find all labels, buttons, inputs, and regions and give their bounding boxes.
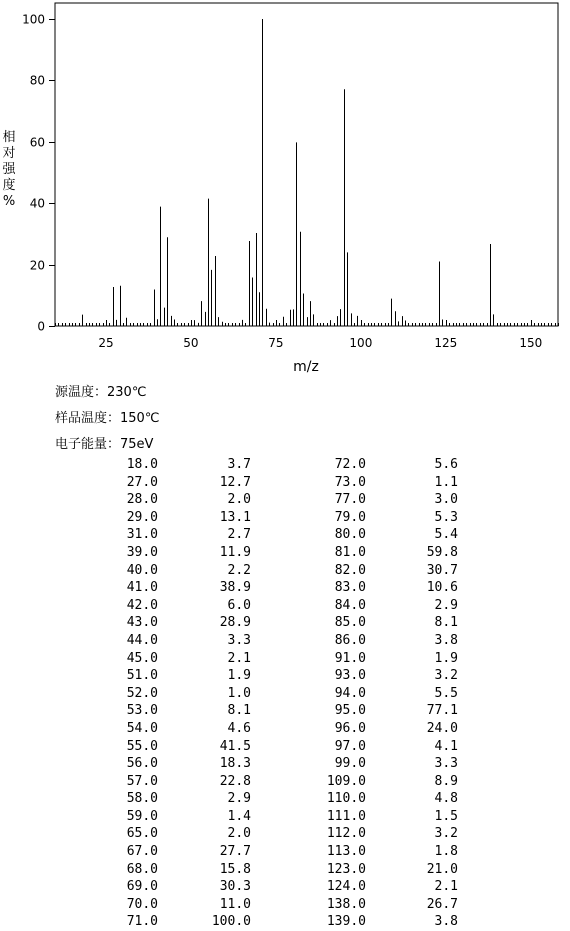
table-row — [96, 773, 458, 791]
table-row — [96, 650, 458, 668]
y-tick-label: 80 — [29, 73, 45, 88]
table-row — [96, 738, 458, 756]
mz-cell: 83.0 — [334, 580, 366, 596]
intensity-cell: 2.9 — [227, 791, 251, 807]
mz-cell: 85.0 — [334, 615, 366, 631]
mz-cell: 45.0 — [126, 650, 158, 666]
peak-table — [96, 456, 458, 931]
y-tick-label: 20 — [29, 258, 45, 273]
plot-frame — [55, 3, 558, 326]
x-tick-label: 75 — [268, 336, 284, 350]
peak-bars — [83, 19, 494, 326]
intensity-cell: 11.0 — [219, 896, 251, 912]
mz-cell: 71.0 — [126, 914, 158, 930]
intensity-cell: 3.7 — [227, 457, 251, 472]
y-tick-label: 40 — [29, 196, 45, 211]
x-axis-label: m/z — [293, 359, 319, 375]
mz-cell: 95.0 — [334, 703, 366, 719]
intensity-cell: 8.1 — [227, 703, 251, 719]
intensity-cell: 1.8 — [434, 844, 458, 860]
mz-cell: 96.0 — [334, 720, 366, 736]
mz-cell: 93.0 — [334, 668, 366, 684]
y-label-char: 相 — [2, 130, 16, 145]
table-row — [96, 843, 458, 861]
intensity-cell: 2.1 — [434, 879, 458, 895]
mz-cell: 51.0 — [126, 668, 158, 684]
intensity-cell: 22.8 — [219, 773, 251, 789]
y-label-char: % — [2, 194, 16, 209]
intensity-cell: 30.3 — [219, 879, 251, 895]
intensity-cell: 2.0 — [227, 492, 251, 508]
mz-cell: 77.0 — [334, 492, 366, 508]
mz-cell: 123.0 — [326, 861, 366, 877]
mz-cell: 69.0 — [126, 879, 158, 895]
intensity-cell: 1.9 — [434, 650, 458, 666]
intensity-cell: 5.3 — [434, 509, 458, 525]
table-row — [96, 579, 458, 597]
intensity-cell: 100.0 — [211, 914, 251, 930]
intensity-cell: 30.7 — [426, 562, 458, 578]
intensity-cell: 41.5 — [219, 738, 251, 754]
table-row — [96, 667, 458, 685]
mz-cell: 97.0 — [334, 738, 366, 754]
table-row — [96, 509, 458, 527]
mz-cell: 55.0 — [126, 738, 158, 754]
mz-cell: 59.0 — [126, 808, 158, 824]
mz-cell: 84.0 — [334, 597, 366, 613]
intensity-cell: 2.7 — [227, 527, 251, 543]
intensity-cell: 1.9 — [227, 668, 251, 684]
mz-cell: 86.0 — [334, 632, 366, 648]
mz-cell: 18.0 — [126, 457, 158, 472]
mz-cell: 91.0 — [334, 650, 366, 666]
intensity-cell: 21.0 — [426, 861, 458, 877]
table-row — [96, 632, 458, 650]
mz-cell: 56.0 — [126, 756, 158, 772]
intensity-cell: 5.4 — [434, 527, 458, 543]
table-row — [96, 755, 458, 773]
mz-cell: 110.0 — [326, 791, 366, 807]
intensity-cell: 15.8 — [219, 861, 251, 877]
intensity-cell: 2.1 — [227, 650, 251, 666]
intensity-cell: 1.4 — [227, 808, 251, 824]
intensity-cell: 4.8 — [434, 791, 458, 807]
intensity-cell: 18.3 — [219, 756, 251, 772]
intensity-cell: 3.2 — [434, 826, 458, 842]
y-tick-label: 0 — [37, 319, 45, 334]
mz-cell: 41.0 — [126, 580, 158, 596]
intensity-cell: 5.6 — [434, 457, 458, 472]
intensity-cell: 3.8 — [434, 632, 458, 648]
intensity-cell: 11.9 — [219, 544, 251, 560]
mz-cell: 82.0 — [334, 562, 366, 578]
mz-cell: 109.0 — [326, 773, 366, 789]
table-row — [96, 896, 458, 914]
intensity-cell: 2.9 — [434, 597, 458, 613]
x-axis-ticks — [56, 320, 559, 350]
table-row — [96, 491, 458, 509]
intensity-cell: 12.7 — [219, 474, 251, 490]
intensity-cell: 3.3 — [227, 632, 251, 648]
table-row — [96, 614, 458, 632]
electron-energy: 电子能量：75eV — [55, 437, 154, 452]
mz-cell: 57.0 — [126, 773, 158, 789]
mz-cell: 70.0 — [126, 896, 158, 912]
mz-cell: 44.0 — [126, 632, 158, 648]
mz-cell: 99.0 — [334, 756, 366, 772]
y-axis-ticks — [22, 13, 55, 334]
intensity-cell: 38.9 — [219, 580, 251, 596]
mz-cell: 29.0 — [126, 509, 158, 525]
mz-cell: 40.0 — [126, 562, 158, 578]
table-row — [96, 544, 458, 562]
intensity-cell: 2.0 — [227, 826, 251, 842]
y-label-char: 对 — [2, 146, 16, 161]
y-axis-label — [2, 129, 16, 209]
table-row — [96, 913, 458, 931]
mz-cell: 73.0 — [334, 474, 366, 490]
table-row — [96, 526, 458, 544]
mz-cell: 94.0 — [334, 685, 366, 701]
sample-temperature: 样品温度：150℃ — [55, 411, 160, 426]
intensity-cell: 77.1 — [426, 703, 458, 719]
x-tick-label: 50 — [183, 336, 199, 350]
mz-cell: 28.0 — [126, 492, 158, 508]
table-row — [96, 825, 458, 843]
y-label-char: 度 — [2, 178, 16, 193]
mz-cell: 113.0 — [326, 844, 366, 860]
table-row — [96, 702, 458, 720]
intensity-cell: 4.1 — [434, 738, 458, 754]
intensity-cell: 59.8 — [426, 544, 458, 560]
y-tick-label: 100 — [22, 12, 45, 27]
mz-cell: 139.0 — [326, 914, 366, 930]
intensity-cell: 3.0 — [434, 492, 458, 508]
intensity-cell: 1.5 — [434, 808, 458, 824]
mz-cell: 31.0 — [126, 527, 158, 543]
intensity-cell: 8.1 — [434, 615, 458, 631]
table-row — [96, 685, 458, 703]
intensity-cell: 8.9 — [434, 773, 458, 789]
mz-cell: 65.0 — [126, 826, 158, 842]
intensity-cell: 3.3 — [434, 756, 458, 772]
mz-cell: 112.0 — [326, 826, 366, 842]
table-row — [96, 562, 458, 580]
table-row — [96, 456, 458, 474]
intensity-cell: 24.0 — [426, 720, 458, 736]
mz-cell: 54.0 — [126, 720, 158, 736]
mz-cell: 124.0 — [326, 879, 366, 895]
intensity-cell: 3.2 — [434, 668, 458, 684]
mz-cell: 53.0 — [126, 703, 158, 719]
table-row — [96, 808, 458, 826]
table-row — [96, 790, 458, 808]
source-temperature: 源温度：230℃ — [55, 385, 147, 400]
mz-cell: 43.0 — [126, 615, 158, 631]
table-row — [96, 720, 458, 738]
mz-cell: 81.0 — [334, 544, 366, 560]
mz-cell: 111.0 — [326, 808, 366, 824]
mz-cell: 68.0 — [126, 861, 158, 877]
intensity-cell: 5.5 — [434, 685, 458, 701]
mz-cell: 72.0 — [334, 457, 366, 472]
y-label-char: 强 — [2, 162, 16, 177]
mz-cell: 138.0 — [326, 896, 366, 912]
intensity-cell: 3.8 — [434, 914, 458, 930]
intensity-cell: 1.1 — [434, 474, 458, 490]
y-tick-label: 60 — [29, 135, 45, 150]
mz-cell: 39.0 — [126, 544, 158, 560]
mz-cell: 58.0 — [126, 791, 158, 807]
table-row — [96, 878, 458, 896]
table-row — [96, 861, 458, 879]
x-tick-label: 125 — [434, 336, 458, 350]
intensity-cell: 6.0 — [227, 597, 251, 613]
table-row — [96, 474, 458, 492]
mz-cell: 79.0 — [334, 509, 366, 525]
intensity-cell: 10.6 — [426, 580, 458, 596]
intensity-cell: 2.2 — [227, 562, 251, 578]
x-tick-label: 150 — [519, 336, 543, 350]
x-tick-label: 25 — [98, 336, 114, 350]
mass-spectrum-chart — [0, 0, 570, 380]
mz-cell: 52.0 — [126, 685, 158, 701]
intensity-cell: 28.9 — [219, 615, 251, 631]
mz-cell: 80.0 — [334, 527, 366, 543]
intensity-cell: 26.7 — [426, 896, 458, 912]
table-row — [96, 597, 458, 615]
mz-cell: 67.0 — [126, 844, 158, 860]
intensity-cell: 1.0 — [227, 685, 251, 701]
intensity-cell: 27.7 — [219, 844, 251, 860]
x-tick-label: 100 — [349, 336, 373, 350]
intensity-cell: 13.1 — [219, 509, 251, 525]
intensity-cell: 4.6 — [227, 720, 251, 736]
mz-cell: 27.0 — [126, 474, 158, 490]
mz-cell: 42.0 — [126, 597, 158, 613]
